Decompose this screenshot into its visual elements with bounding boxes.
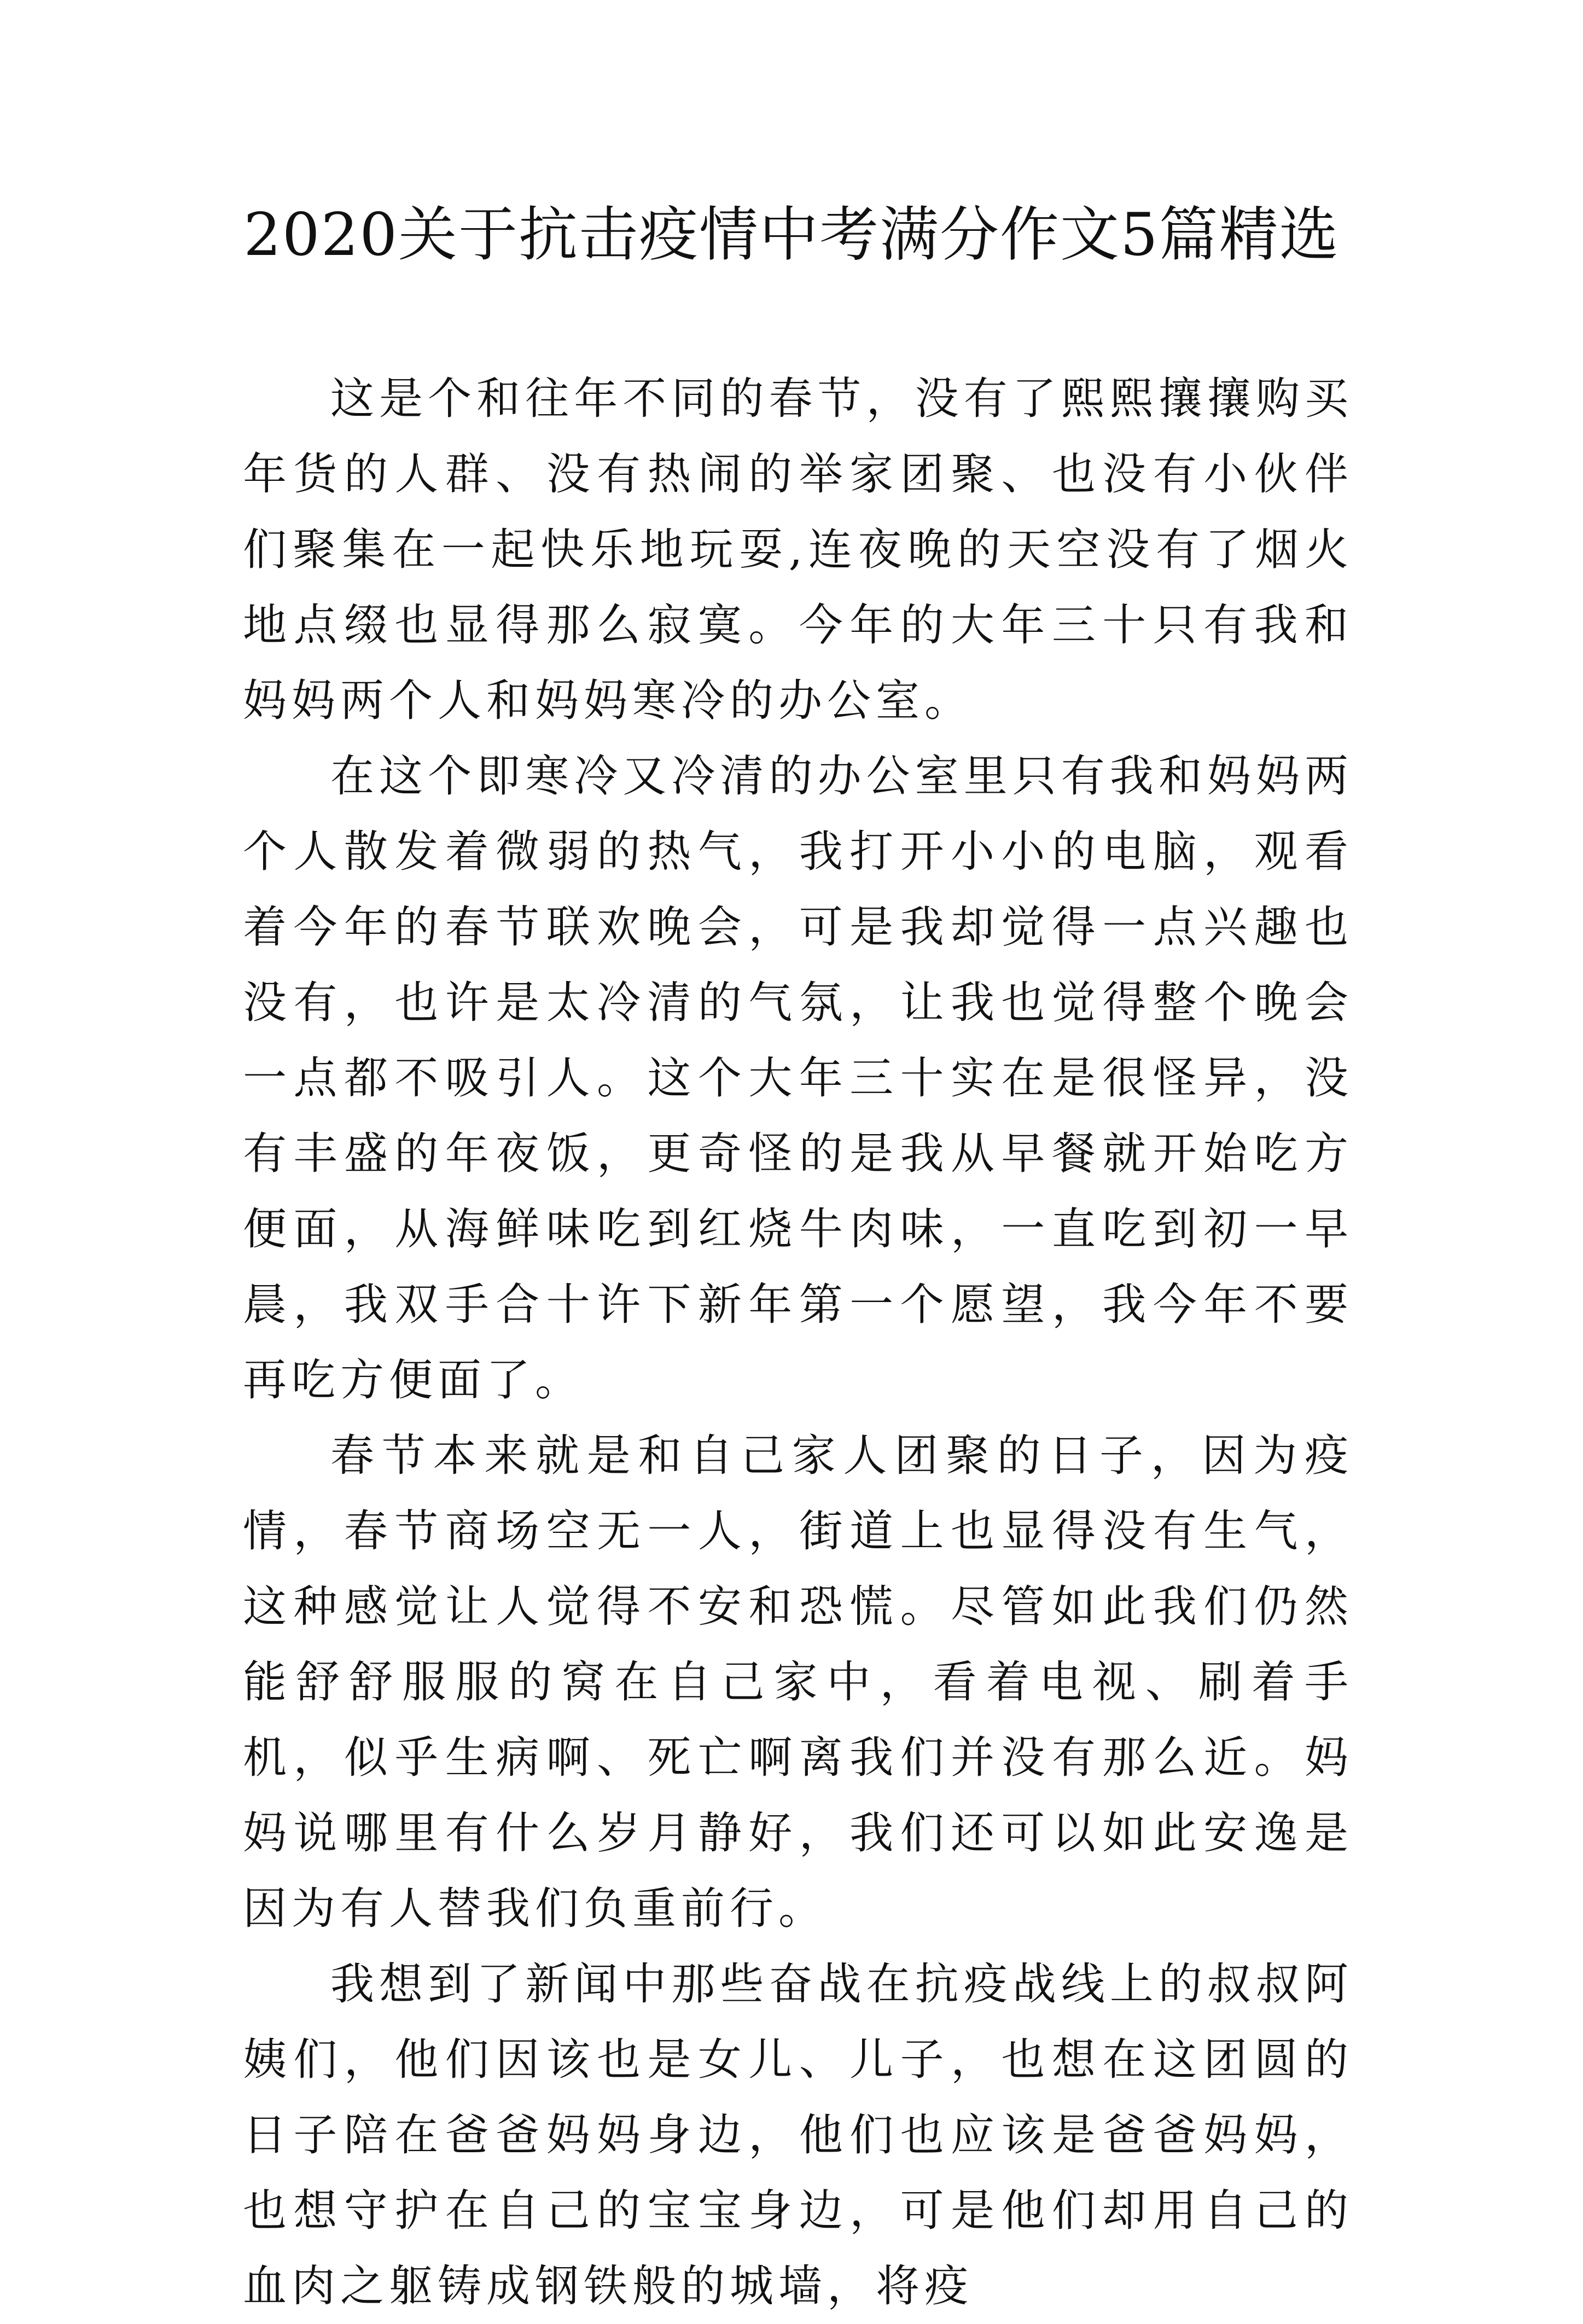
paragraph: 这是个和往年不同的春节，没有了熙熙攘攘购买年货的人群、没有热闹的举家团聚、也没有小伙伴们聚集在一起快乐地玩耍,连夜晚的天空没有了烟火地点缀也显得那么寂寞。今年的大年三十只有我和妈妈两个人和妈妈寒冷的办公室。: [243, 373, 1353, 726]
paragraph: 在这个即寒冷又冷清的办公室里只有我和妈妈两个人散发着微弱的热气，我打开小小的电脑，观看着今年的春节联欢晚会，可是我却觉得一点兴趣也没有，也许是太冷清的气氛，让我也觉得整个晚会一点都不吸引人。这个大年三十实在是很怪异，没有丰盛的年夜饭，更奇怪的是我从早餐就开始吃方便面，从海鲜味吃到红烧牛肉味，一直吃到初一早晨，我双手合十许下新年第一个愿望，我今年不要再吃方便面了。: [243, 751, 1353, 1405]
document-title: 2020关于抗击疫情中考满分作文5篇精选: [243, 201, 1340, 269]
paragraph: 春节本来就是和自己家人团聚的日子，因为疫情，春节商场空无一人，街道上也显得没有生气，这种感觉让人觉得不安和恐慌。尽管如此我们仍然能舒舒服服的窝在自己家中，看着电视、刷着手机，似乎生病啊、死亡啊离我们并没有那么近。妈妈说哪里有什么岁月静好，我们还可以如此安逸是因为有人替我们负重前行。: [243, 1430, 1353, 1934]
document-body: [243, 361, 1353, 2324]
paragraph: 我想到了新闻中那些奋战在抗疫战线上的叔叔阿姨们，他们因该也是女儿、儿子，也想在这团圆的日子陪在爸爸妈妈身边，他们也应该是爸爸妈妈，也想守护在自己的宝宝身边，可是他们却用自己的血肉之躯铸成钢铁般的城墙，将疫: [243, 1959, 1353, 2311]
